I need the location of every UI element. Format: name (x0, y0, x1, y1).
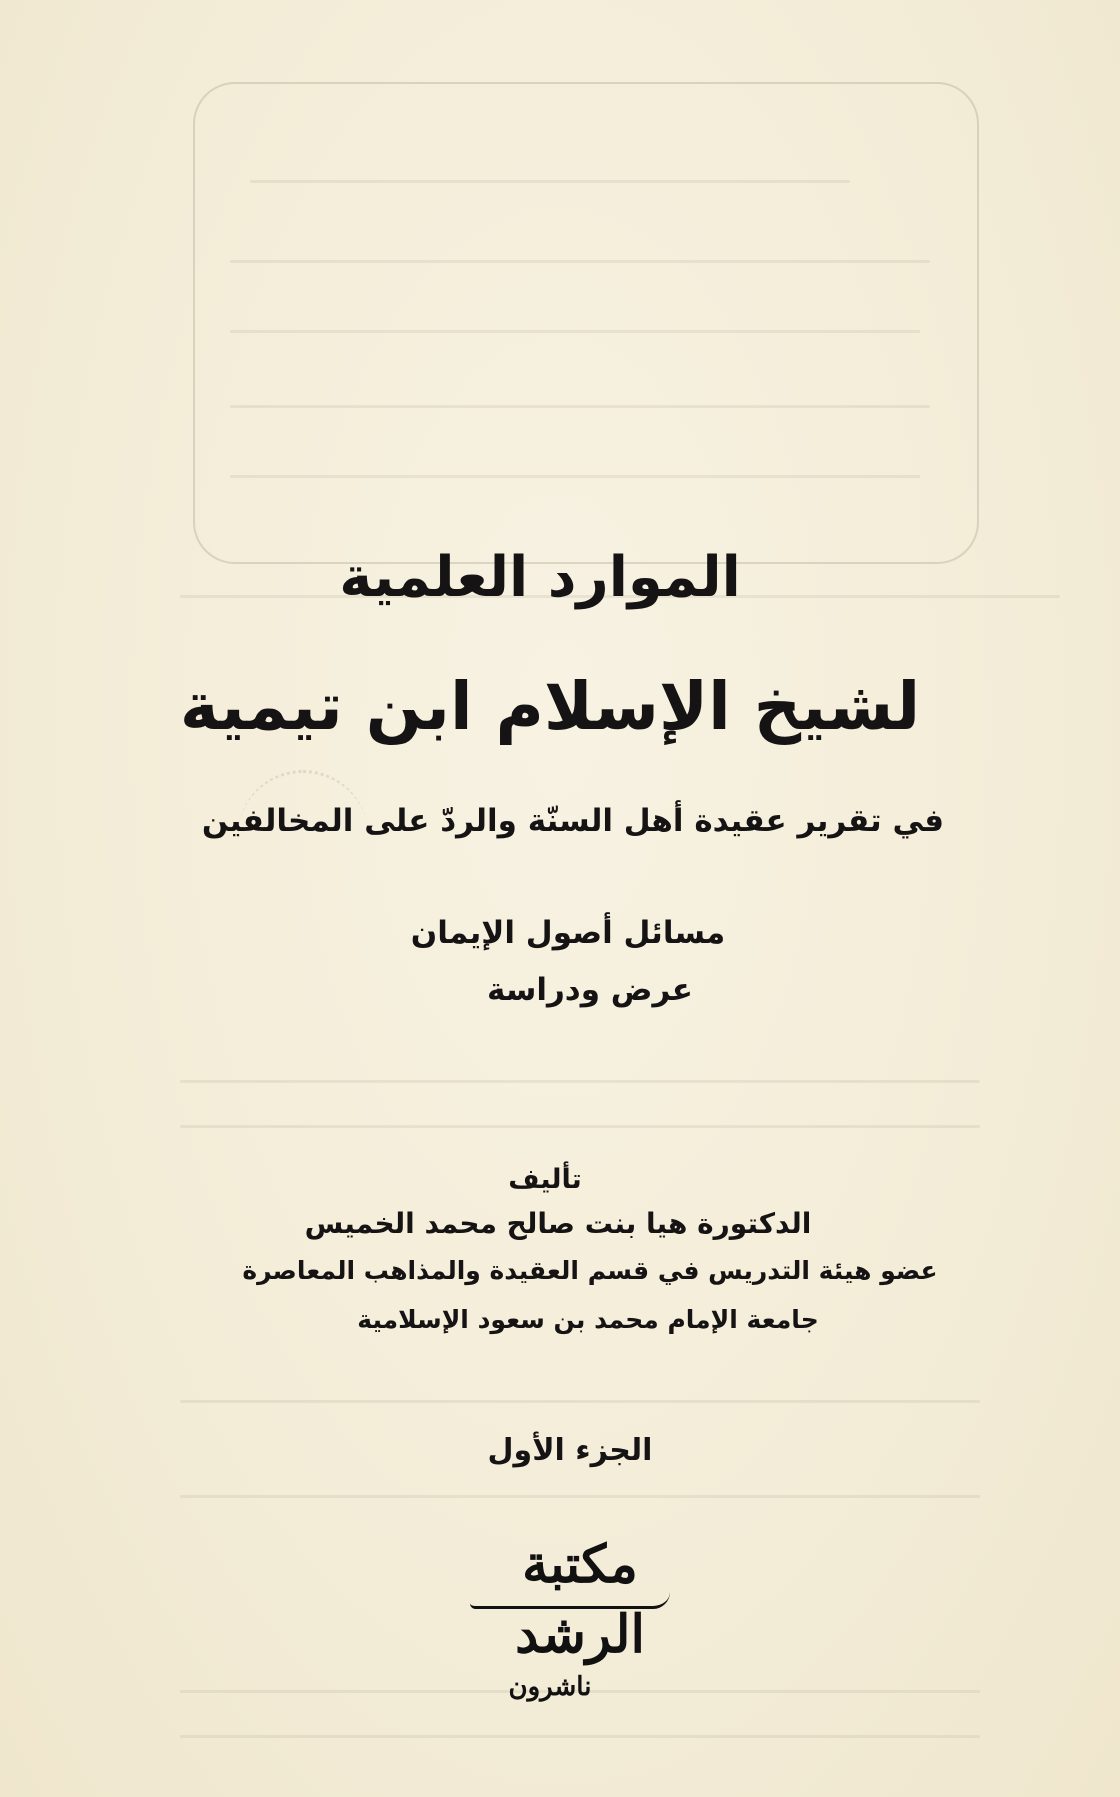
show-through-line (180, 1080, 980, 1083)
book-topic: مسائل أصول الإيمان (410, 915, 726, 951)
show-through-line (180, 1125, 980, 1128)
show-through-box (193, 82, 979, 564)
show-through-line (250, 180, 850, 183)
author-university: جامعة الإمام محمد بن سعود الإسلامية (357, 1305, 819, 1334)
show-through-line (230, 330, 920, 333)
book-subtitle: في تقرير عقيدة أهل السنّة والردّ على المخالفين (201, 803, 945, 839)
book-method: عرض ودراسة (487, 972, 693, 1008)
show-through-line (180, 1495, 980, 1498)
show-through-line (230, 405, 930, 408)
author-name: الدكتورة هيا بنت صالح محمد الخميس (304, 1207, 812, 1240)
publisher-name: مكتبة الرشد (515, 1534, 645, 1665)
author-label: تأليف (508, 1164, 582, 1195)
author-role: عضو هيئة التدريس في قسم العقيدة والمذاهب المعاصرة (242, 1256, 938, 1285)
show-through-line (230, 260, 930, 263)
publisher-logo (450, 1530, 710, 1702)
book-title-line-2: لشيخ الإسلام ابن تيمية (179, 668, 921, 745)
book-title-line-1: الموارد العلمية (339, 545, 741, 610)
show-through-line (180, 1735, 980, 1738)
show-through-line (230, 475, 920, 478)
show-through-line (180, 1400, 980, 1403)
publisher-tagline: ناشرون (508, 1672, 592, 1702)
logo-swash (470, 1592, 670, 1609)
volume-label: الجزء الأول (487, 1433, 653, 1468)
